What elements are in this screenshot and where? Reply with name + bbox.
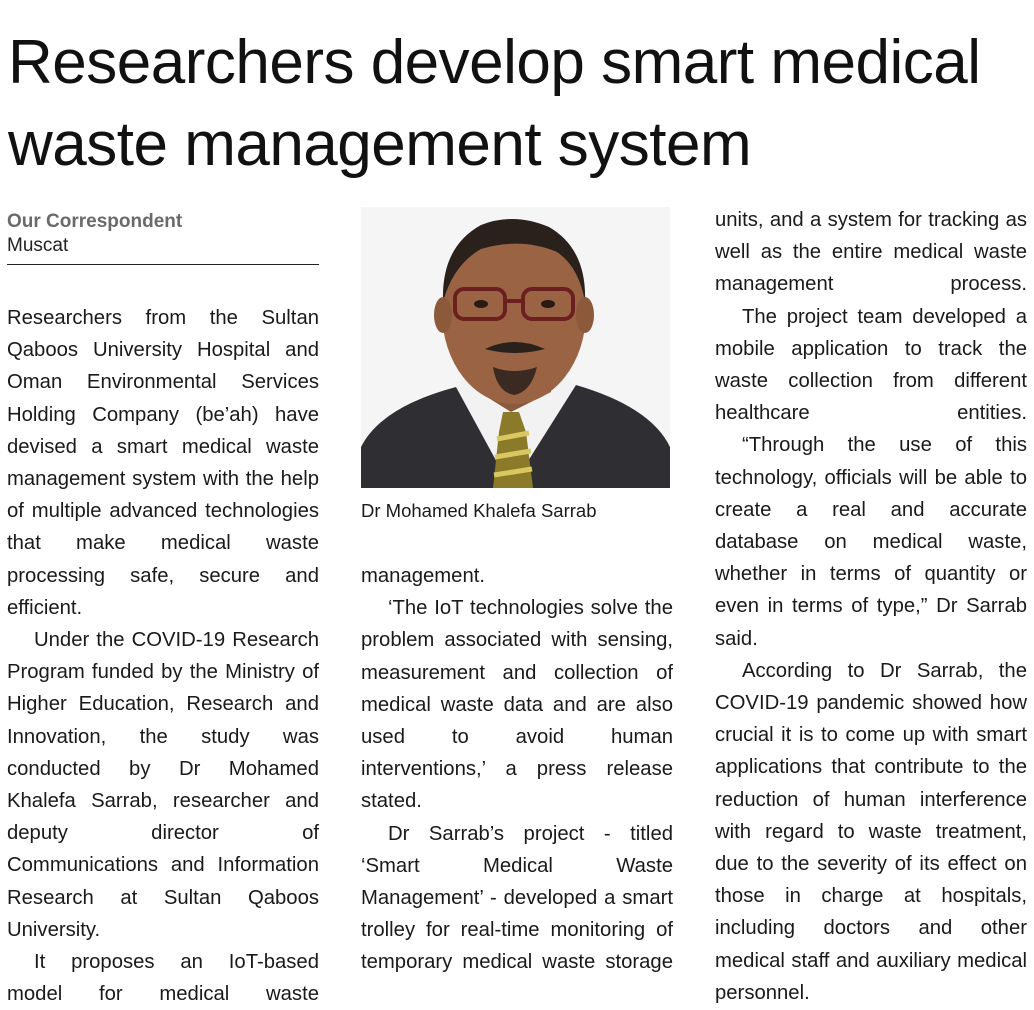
byline-dateline: Muscat: [7, 235, 69, 256]
paragraph: According to Dr Sarrab, the COVID-19 pandemic showed how crucial it is to come up with smart applications that contribute to the reduction of human interference with regard to waste treatment, due to the severity of its effect on those in charge at hospitals, including doctors and other medical staff and auxiliary medical personnel.: [715, 659, 1027, 1004]
headline-line-1: Researchers develop smart medical: [8, 28, 981, 97]
byline-divider: [7, 264, 319, 265]
article-column-3: [715, 204, 1027, 1009]
article-column-1: [7, 302, 319, 1010]
byline-author: Our Correspondent: [7, 211, 183, 232]
paragraph: ‘The IoT technologies solve the problem associated with sensing, measurement and collection of medical waste data and are also used to avoid human interventions,’ a press release stated.: [361, 597, 673, 813]
paragraph: management.: [361, 565, 486, 587]
paragraph: Under the COVID-19 Research Program funded by the Ministry of Higher Education, Research and Innovation, the study was conducted by Dr Mohamed Khalefa Sarrab, researcher and deputy director of Communications and Information Research at Sultan Qaboos University.: [7, 629, 319, 941]
paragraph: Researchers from the Sultan Qaboos University Hospital and Oman Environmental Services Holding Company (be’ah) have devised a smart medical waste management system with the help of multiple advanced technologies that make medical waste processing safe, secure and efficient.: [7, 307, 319, 619]
paragraph: It proposes an IoT-based model for medical waste: [7, 951, 319, 1006]
photo-caption: Dr Mohamed Khalefa Sarrab: [361, 500, 597, 521]
article-headline: [8, 22, 1030, 186]
paragraph: Dr Sarrab’s project - titled ‘Smart Medical Waste Management’ - developed a smart trolley for real-time monitoring of temporary medical waste storage: [361, 822, 673, 974]
byline: [7, 210, 319, 258]
paragraph: The project team developed a mobile application to track the waste collection from different healthcare entities.: [715, 305, 1027, 425]
paragraph: “Through the use of this technology, officials will be able to create a real and accurate database on medical waste, whether in terms of quantity or even in terms of type,” Dr Sarrab said.: [715, 434, 1027, 650]
paragraph: units, and a system for tracking as well as the entire medical waste management process.: [715, 209, 1027, 296]
article-column-2: [361, 560, 673, 979]
headline-line-2: waste management system: [8, 110, 752, 179]
portrait-photo: [361, 207, 670, 488]
